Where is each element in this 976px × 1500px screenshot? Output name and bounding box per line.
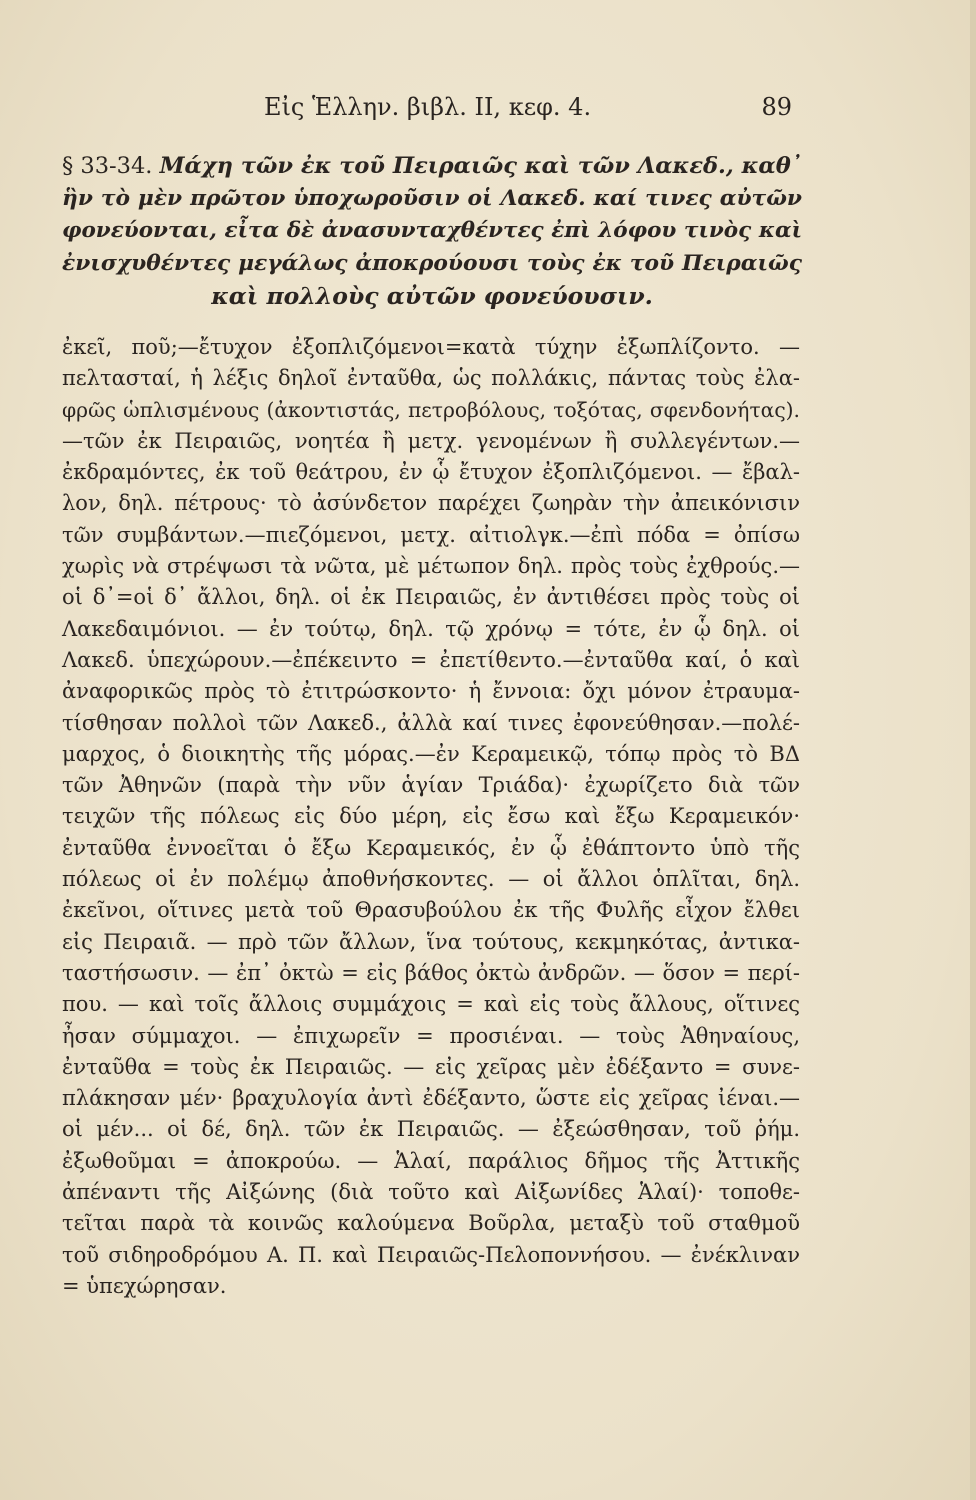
commentary-line: τοῦ σιδηροδρόμου Α. Π. καὶ Πειραιῶς-Πελοποννήσου. — ἐνέκλιναν (62, 1242, 800, 1267)
commentary-line: πελτασταί, ἡ λέξις δηλοῖ ἐνταῦθα, ὡς πολλάκις, πάντας τοὺς ἐλα- (62, 366, 800, 391)
commentary-line: ἐκεῖνοι, οἵτινες μετὰ τοῦ Θρασυβούλου ἐκ τῆς Φυλῆς εἶχον ἔλθει (62, 898, 800, 923)
page-number: 89 (761, 93, 792, 121)
commentary-line: πόλεως οἱ ἐν πολέμῳ ἀποθνήσκοντες. — οἱ ἄλλοι ὁπλῖται, δηλ. (62, 867, 800, 892)
commentary-line: Λακεδαιμόνιοι. — ἐν τούτῳ, δηλ. τῷ χρόνῳ = τότε, ἐν ᾧ δηλ. οἱ (62, 616, 800, 641)
commentary-line: ἀπέναντι τῆς Αἰξώνης (διὰ τοῦτο καὶ Αἰξωνίδες Ἁλαί)· τοποθε- (62, 1180, 800, 1205)
commentary-line: ταστήσωσιν. — ἐπ᾽ ὀκτὼ = εἰς βάθος ὀκτὼ ἀνδρῶν. — ὅσον = περί- (62, 960, 800, 985)
commentary-line: μαρχος, ὁ διοικητὴς τῆς μόρας.—ἐν Κεραμεικῷ, τόπῳ πρὸς τὸ ΒΔ (62, 741, 800, 766)
commentary-line: ἐξωθοῦμαι = ἀποκρούω. — Ἁλαί, παράλιος δῆμος τῆς Ἀττικῆς (62, 1148, 800, 1173)
section-heading-line: φονεύονται, εἶτα δὲ ἀνασυνταχθέντες ἐπὶ λόφου τινὸς καὶ (62, 218, 802, 243)
section-heading-text: Μάχη τῶν ἐκ τοῦ Πειραιῶς καὶ τῶν Λακεδ., καθ᾽ (159, 153, 803, 179)
section-number: § 33-34. (62, 153, 153, 179)
commentary-line: οἱ δ᾽=οἱ δ᾽ ἄλλοι, δηλ. οἱ ἐκ Πειραιῶς, ἐν ἀντιθέσει πρὸς τοὺς οἱ (62, 585, 800, 610)
commentary-line: ἦσαν σύμμαχοι. — ἐπιχωρεῖν = προσιέναι. — τοὺς Ἀθηναίους, (62, 1023, 800, 1048)
commentary-line: τεῖται παρὰ τὰ κοινῶς καλούμενα Βοῦρλα, μεταξὺ τοῦ σταθμοῦ (62, 1211, 800, 1236)
commentary-line: φρῶς ὡπλισμένους (ἀκοντιστάς, πετροβόλους, τοξότας, σφενδονήτας). (62, 397, 800, 422)
section-heading-line: καὶ πολλοὺς αὐτῶν φονεύουσιν. (211, 282, 653, 310)
commentary-line: πλάκησαν μέν· βραχυλογία ἀντὶ ἐδέξαντο, ὥστε εἰς χεῖρας ἰέναι.— (62, 1086, 800, 1111)
commentary-line: = ὑπεχώρησαν. (62, 1273, 227, 1298)
commentary-line: τῶν Ἀθηνῶν (παρὰ τὴν νῦν ἁγίαν Τριάδα)· ἐχωρίζετο διὰ τῶν (62, 773, 800, 798)
commentary-line: λον, δηλ. πέτρους· τὸ ἀσύνδετον παρέχει ζωηρὰν τὴν ἀπεικόνισιν (62, 491, 800, 516)
commentary-line: ἐκεῖ, ποῦ;—ἔτυχον ἐξοπλιζόμενοι=κατὰ τύχην ἐξωπλίζοντο. — (62, 335, 800, 359)
commentary-line: —τῶν ἐκ Πειραιῶς, νοητέα ἢ μετχ. γενομένων ἢ συλλεγέντων.— (62, 428, 800, 453)
section-heading-line: ἐνισχυθέντες μεγάλως ἀποκρούουσι τοὺς ἐκ τοῦ Πειραιῶς (62, 250, 802, 276)
running-head-title: Εἰς Ἑλλην. βιβλ. II, κεφ. 4. (264, 93, 592, 121)
section-heading-line (62, 150, 802, 183)
running-head (264, 92, 792, 122)
commentary-line: ἐνταῦθα = τοὺς ἐκ Πειραιῶς. — εἰς χεῖρας μὲν ἐδέξαντο = συνε- (62, 1054, 800, 1079)
commentary-line: τειχῶν τῆς πόλεως εἰς δύο μέρη, εἰς ἔσω καὶ ἔξω Κεραμεικόν· (62, 804, 800, 829)
commentary-line: που. — καὶ τοῖς ἄλλοις συμμάχοις = καὶ εἰς τοὺς ἄλλους, οἵτινες (62, 992, 800, 1017)
section-heading (62, 150, 802, 313)
commentary-line: Λακεδ. ὑπεχώρουν.—ἐπέκειντο = ἐπετίθεντο.—ἐνταῦθα καί, ὁ καὶ (62, 647, 800, 672)
commentary-line: εἰς Πειραιᾶ. — πρὸ τῶν ἄλλων, ἵνα τούτους, κεκμηκότας, ἀντικα- (62, 929, 800, 954)
commentary-line: ἀναφορικῶς πρὸς τὸ ἐτιτρώσκοντο· ἡ ἔννοια: ὄχι μόνον ἐτραυμα- (62, 679, 800, 704)
commentary-line: ἐκδραμόντες, ἐκ τοῦ θεάτρου, ἐν ᾧ ἔτυχον ἐξοπλιζόμενοι. — ἔβαλ- (62, 460, 800, 485)
commentary-line: ἐνταῦθα ἐννοεῖται ὁ ἔξω Κεραμεικός, ἐν ᾧ ἐθάπτοντο ὑπὸ τῆς (62, 835, 800, 860)
section-heading-line: ἣν τὸ μὲν πρῶτον ὑποχωροῦσιν οἱ Λακεδ. καί τινες αὐτῶν (62, 185, 802, 211)
commentary-text (62, 332, 800, 1302)
page-edge (970, 0, 976, 1500)
commentary-line: χωρὶς νὰ στρέψωσι τὰ νῶτα, μὲ μέτωπον δηλ. πρὸς τοὺς ἐχθρούς.— (62, 554, 800, 579)
commentary-line: τίσθησαν πολλοὶ τῶν Λακεδ., ἀλλὰ καί τινες ἐφονεύθησαν.—πολέ- (62, 710, 800, 735)
commentary-line: τῶν συμβάντων.—πιεζόμενοι, μετχ. αἰτιολγκ.—ἐπὶ πόδα = ὀπίσω (62, 522, 800, 547)
commentary-line: οἱ μέν... οἱ δέ, δηλ. τῶν ἐκ Πειραιῶς. — ἐξεώσθησαν, τοῦ ῥήμ. (62, 1117, 800, 1142)
